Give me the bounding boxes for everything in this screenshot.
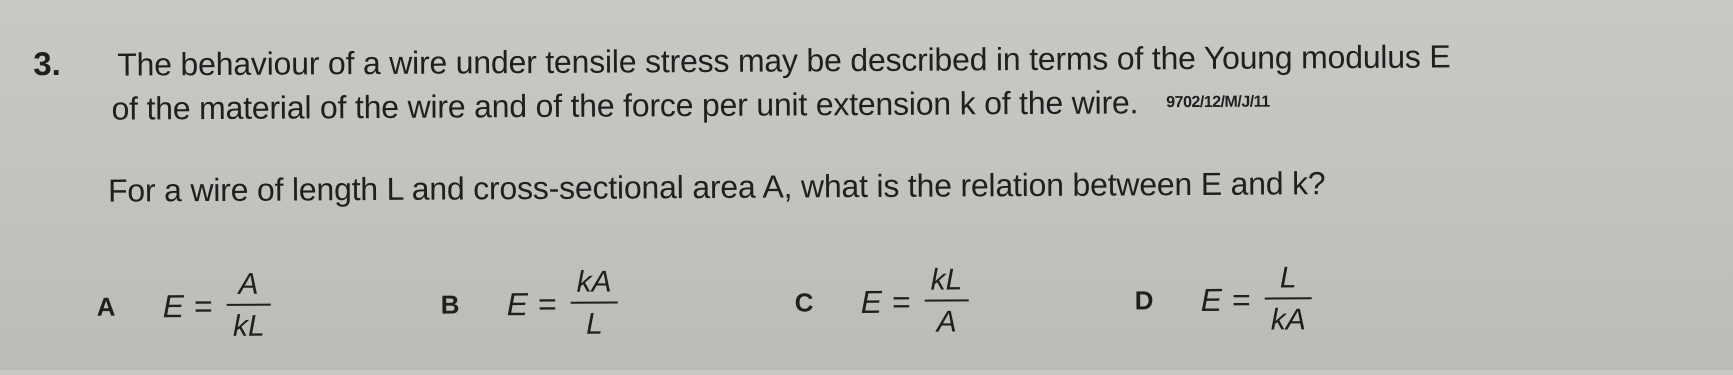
- option-d[interactable]: [1134, 259, 1312, 340]
- denominator: L: [585, 307, 603, 341]
- question-stem-line-1: The behaviour of a wire under tensile stress may be described in terms of the Young modulus E: [117, 38, 1451, 83]
- option-equation: [506, 265, 618, 341]
- equals-sign: =: [537, 285, 557, 322]
- option-letter: B: [440, 288, 460, 320]
- fraction: [227, 267, 271, 343]
- equation-lhs: E: [162, 287, 185, 324]
- equation-lhs: E: [860, 283, 883, 320]
- fraction: [925, 265, 969, 337]
- option-letter: C: [794, 286, 814, 317]
- option-letter: A: [96, 291, 116, 322]
- option-equation: [860, 265, 968, 338]
- option-c[interactable]: [794, 261, 968, 342]
- equals-sign: =: [891, 283, 911, 320]
- equation-lhs: E: [1200, 281, 1223, 318]
- numerator: kA: [576, 265, 612, 299]
- numerator: kL: [930, 263, 963, 297]
- denominator: kL: [232, 309, 265, 343]
- option-equation: [162, 267, 271, 343]
- exam-reference: 9702/12/M/J/11: [1166, 93, 1270, 112]
- denominator: kA: [1270, 303, 1306, 337]
- option-a[interactable]: [96, 266, 270, 347]
- option-equation: [1200, 263, 1311, 336]
- equals-sign: =: [1231, 281, 1251, 318]
- question-prompt: For a wire of length L and cross-sectional area A, what is the relation between E and k?: [107, 165, 1326, 209]
- option-b[interactable]: [440, 264, 618, 345]
- option-letter: D: [1134, 284, 1154, 315]
- equation-lhs: E: [506, 285, 529, 322]
- denominator: A: [936, 305, 957, 339]
- fraction: [1265, 263, 1312, 335]
- question-stem-line-2: [111, 84, 1269, 128]
- question-number: 3.: [33, 44, 61, 83]
- fraction: [571, 265, 618, 341]
- equals-sign: =: [193, 287, 213, 324]
- numerator: A: [238, 267, 259, 301]
- question-stem-line-2-text: of the material of the wire and of the force per unit extension k of the wire.: [111, 84, 1139, 127]
- numerator: L: [1279, 261, 1297, 295]
